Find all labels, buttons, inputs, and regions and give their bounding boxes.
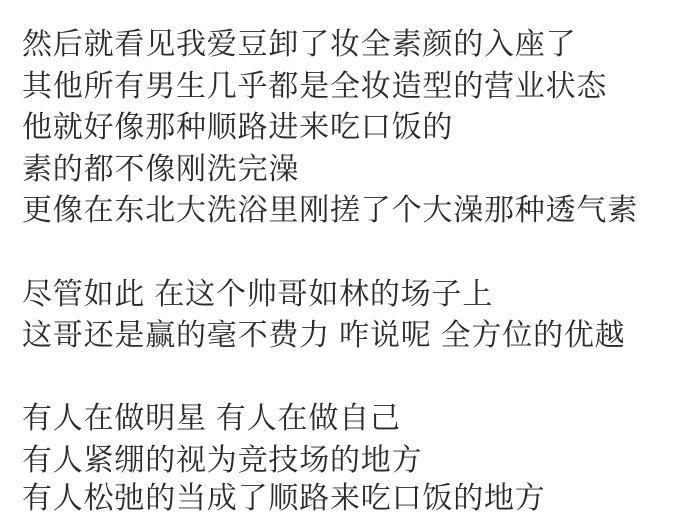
post-text-block	[22, 24, 690, 519]
post-line: 素的都不像刚洗完澡	[22, 152, 300, 186]
post-line: 尽管如此 在这个帅哥如林的场子上	[22, 277, 494, 311]
post-line: 然后就看见我爱豆卸了妆全素颜的入座了	[22, 28, 577, 61]
post-blank-line	[22, 357, 690, 399]
post-line: 他就好像那种顺路进来吃口饭的	[22, 111, 454, 145]
post-line: 有人紧绷的视为竞技场的地方	[22, 443, 423, 477]
post-line: 这哥还是赢的毫不费力 咋说呢 全方位的优越	[22, 319, 626, 353]
clipped-line: 有人松弛的当成了顺路来吃口饭的地方	[22, 481, 546, 515]
post-blank-line	[22, 232, 690, 274]
post-line: 有人在做明星 有人在做自己	[22, 402, 401, 436]
post-line: 其他所有男生几乎都是全妆造型的营业状态	[22, 69, 608, 103]
post-line: 更像在东北大洗浴里刚搓了个大澡那种透气素	[22, 194, 638, 228]
